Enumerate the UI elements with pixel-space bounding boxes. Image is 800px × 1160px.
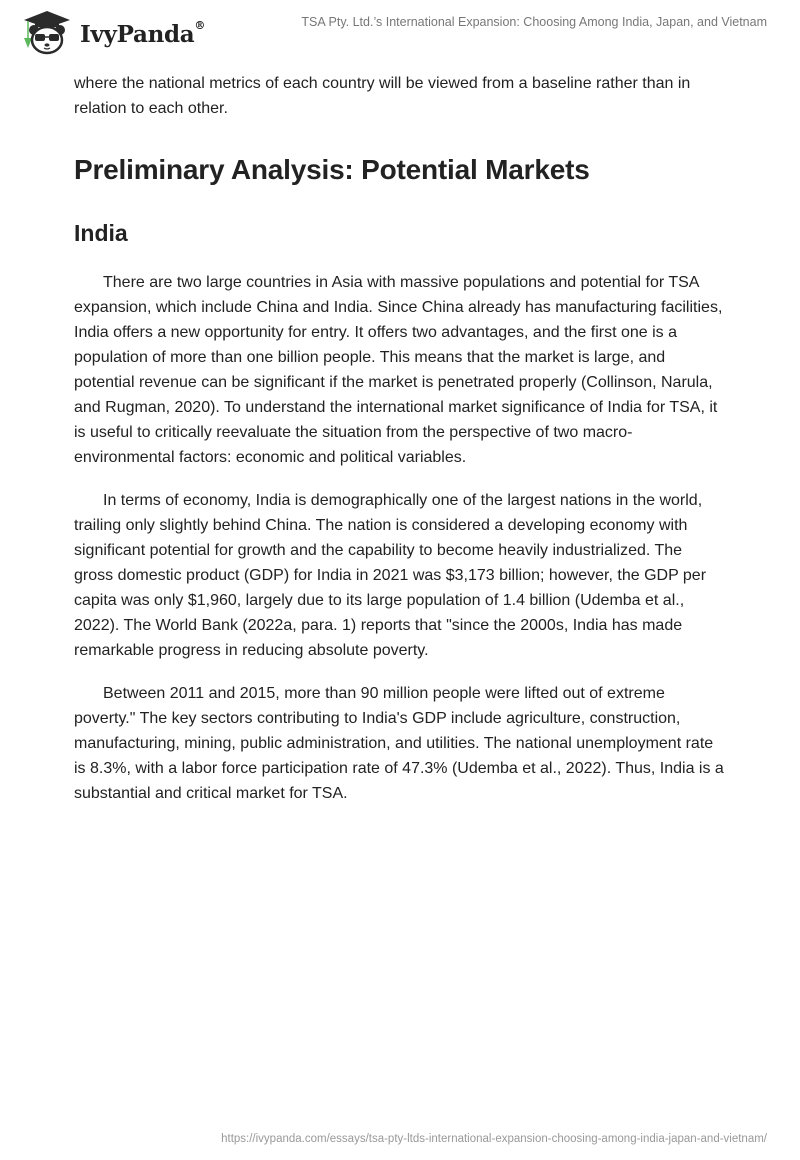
intro-paragraph: where the national metrics of each country will be viewed from a baseline rather than in relation to each other. <box>74 75 691 117</box>
source-url-link[interactable]: https://ivypanda.com/essays/tsa-pty-ltds-international-expansion-choosing-among-india-japan-and-vietnam/ <box>221 1133 767 1145</box>
page-header <box>0 0 800 60</box>
ivypanda-logo[interactable] <box>18 8 205 56</box>
document-title: TSA Pty. Ltd.’s International Expansion: Choosing Among India, Japan, and Vietnam <box>301 15 767 29</box>
section-heading: Preliminary Analysis: Potential Markets <box>74 154 590 185</box>
logo-wordmark: IvyPanda® <box>80 18 206 48</box>
body-paragraph: In terms of economy, India is demographically one of the largest nations in the world, trailing only slightly behind China. The nation is considered a developing economy with significant potential for growth and the capability to become heavily industrialized. The gross domestic product (GDP) for India in 2021 was $3,173 billion; however, the GDP per capita was only $1,960, largely due to its large population of 1.4 billion (Udemba et al., 2022). The World Bank (2022a, para. 1) reports that "since the 2000s, India has made remarkable progress in reducing absolute poverty. <box>74 492 707 659</box>
body-paragraph: There are two large countries in Asia with massive populations and potential for TSA expansion, which include China and India. Since China already has manufacturing facilities, India offers a new opportunity for entry. It offers two advantages, and the first one is a population of more than one billion people. This means that the market is large, and potential revenue can be significant if the market is penetrated properly (Collinson, Narula, and Rugman, 2020). To understand the international market significance of India for TSA, it is useful to critically reevaluate the situation from the perspective of two macro-environmental factors: economic and political variables. <box>74 274 723 466</box>
essay-content <box>74 71 724 806</box>
body-paragraph: Between 2011 and 2015, more than 90 million people were lifted out of extreme poverty." The key sectors contributing to India's GDP include agriculture, construction, manufacturing, mining, public administration, and utilities. The national unemployment rate is 8.3%, with a labor force participation rate of 47.3% (Udemba et al., 2022). Thus, India is a substantial and critical market for TSA. <box>74 685 724 802</box>
panda-graduation-cap-icon <box>18 8 76 56</box>
subsection-heading-india: India <box>74 220 128 246</box>
